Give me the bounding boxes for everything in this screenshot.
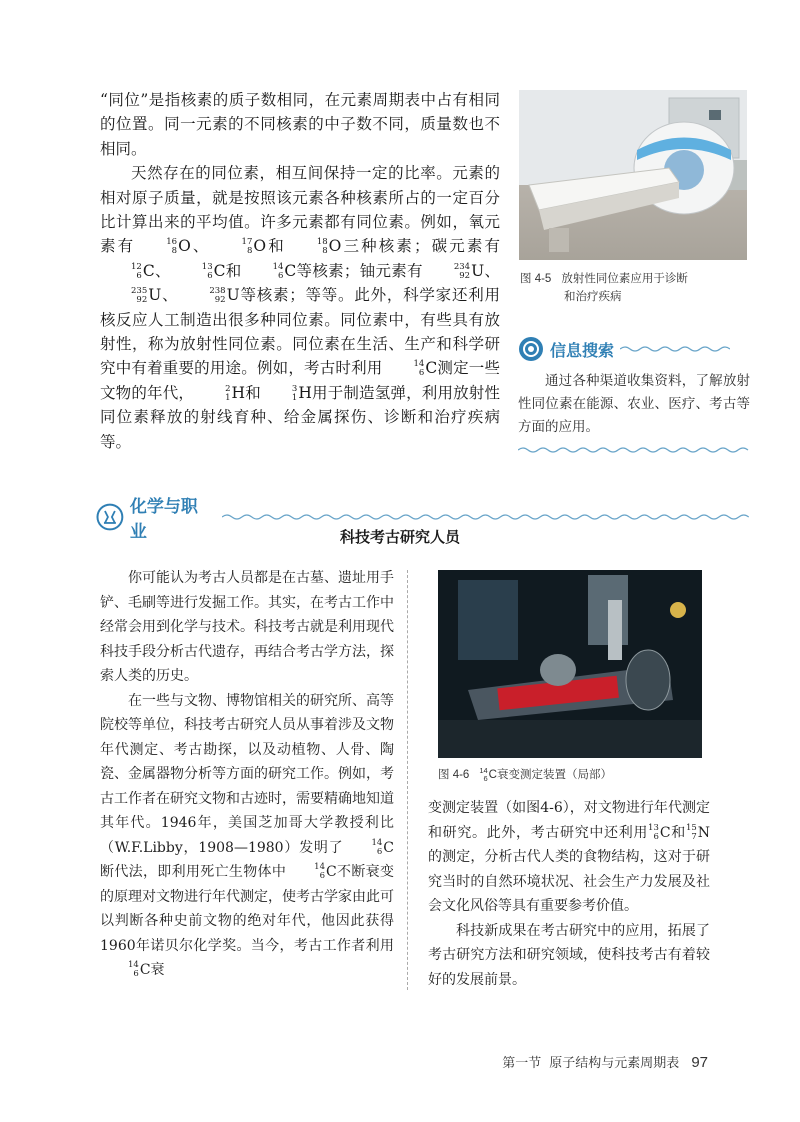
wave-divider-career-icon [222,512,754,522]
column-divider [407,570,408,990]
isotope-o17: 17 8 O [241,237,267,257]
figure-4-5-caption: 图 4-5 放射性同位素应用于诊断 和治疗疾病 [520,273,688,303]
isotope-u234: 234 92 U [453,261,485,281]
figure-4-6-photo [438,570,702,758]
isotope-c14-caption: 14 6 C [479,765,497,783]
isotope-o16: 16 8 O [166,237,191,257]
isotope-n15-career: 15 7 N [685,822,711,842]
isotope-c13-career: 13 6 C [648,822,671,842]
isotope-o18: 18 8 O [316,237,342,257]
isotope-u235: 235 92 U [131,286,162,306]
main-text [100,88,500,454]
isotope-c14-dating: 14 6 C [413,359,438,379]
career-paragraph-4: 科技新成果在考古研究中的应用，拓展了考古研究方法和研究领域，使科技考古有着较好的发展前景。 [428,922,710,988]
c14-apparatus-illustration [438,570,702,758]
info-search-text: 通过各种渠道收集资料，了解放射性同位素在能源、农业、医疗、考古等方面的应用。 [518,373,750,435]
isotope-c14-career-1: 14 6 C [371,837,394,857]
career-paragraph-1: 你可能认为考古人员都是在古墓、遗址用手铲、毛刷等进行发掘工作。其实，在考古工作中经常会用到化学与技术。科技考古就是利用现代科技手段分析古代遗存，再结合考古学方法，探索人类的历史。 [100,570,394,684]
career-section-title: 化学与职业 [129,497,198,541]
career-heading: 科技考古研究人员 [339,529,460,546]
isotope-c14-career-2: 14 6 C [314,862,337,881]
footer-chapter: 原子结构与元素周期表 [549,1055,680,1070]
isotope-u238: 238 92 U [209,286,240,306]
pet-scanner-illustration [519,90,747,260]
footer-page-number: 97 [691,1054,708,1071]
info-search-title: 信息搜索 [550,340,615,360]
isotope-c13: 13 6 C [201,261,226,281]
at-sign-icon [518,336,544,362]
isotope-c12: 12 6 C [131,261,155,281]
paragraph-isotope-definition: “同位”是指核素的质子数相同，在元素周期表中占有相同的位置。同一元素的不同核素的中子数不同，质量数也不相同。 [100,91,500,158]
career-left-column [100,566,394,983]
isotope-c14-career-3: 14 6 C [128,960,151,979]
figure-4-5-photo [519,90,747,260]
isotope-h2: 2 1 H [225,383,246,403]
isotope-h3: 3 1 H [291,383,312,403]
wave-divider-icon [620,344,730,354]
wave-divider-bottom-icon [518,445,750,455]
figure-4-6-caption: 图 4-6 14 6 C衰变测定装置（局部） [438,765,612,783]
career-right-column [428,796,710,992]
info-search-box [518,336,750,455]
isotope-c14: 14 6 C [272,261,297,281]
page-footer [502,1052,708,1071]
career-paragraph-3: 变测定装置（如图4-6），对文物进行年代测定和研究。此外，考古研究中还利用 13 6 C和 15 7 N的测定，分析古代人类的食物结构，这对于研究当时的自然环境状况、社会生产力发展及社会文化风俗等具有重要参考价值。 [428,800,711,914]
paragraph-natural-isotopes: 天然存在的同位素，相互间保持一定的比率。元素的相对原子质量，就是按照该元素各种核素所占的一定百分比计算出来的平均值。许多元素都有同位素。例如，氧元素有 16 8 O、 17 8 O和 18 8 O三种核素；碳元素有 12 6 C、 13 6 C和 14 6 C等核素；铀元素有 234 92 U、 235 92 U、 238 92 U等核素；等等。此外，科学家还利用核反应人工制造出很多种同位素。同位素中，有些具有放射性，称为放射性同位素。同位素在生活、生产和科学研究中有着重要的用途。例如，考古时利用 14 6 C测定一些文物的年代， 2 1 H和 3 1 H用于制造氢弹，利用放射性同位素释放的射线育种、给金属探伤、诊断和治疗疾病等。 [100,164,500,451]
career-paragraph-2: 在一些与文物、博物馆相关的研究所、高等院校等单位，科技考古研究人员从事着涉及文物年代测定、考古勘探，以及动植物、人骨、陶瓷、金属器物分析等方面的研究工作。例如，考古工作者在研究文物和古迹时，需要精确地知道其年代。1946年，美国芝加哥大学教授利比（W.F.Libby，1908—1980）发明了 14 6 C断代法，即利用死亡生物体中 14 6 C不断衰变的原理对文物进行年代测定，使考古学家由此可以判断各种史前文物的绝对年代，他因此获得1960年诺贝尔化学奖。当今，考古工作者利用 14 6 C衰 [100,692,395,979]
footer-section: 第一节 [502,1055,542,1070]
